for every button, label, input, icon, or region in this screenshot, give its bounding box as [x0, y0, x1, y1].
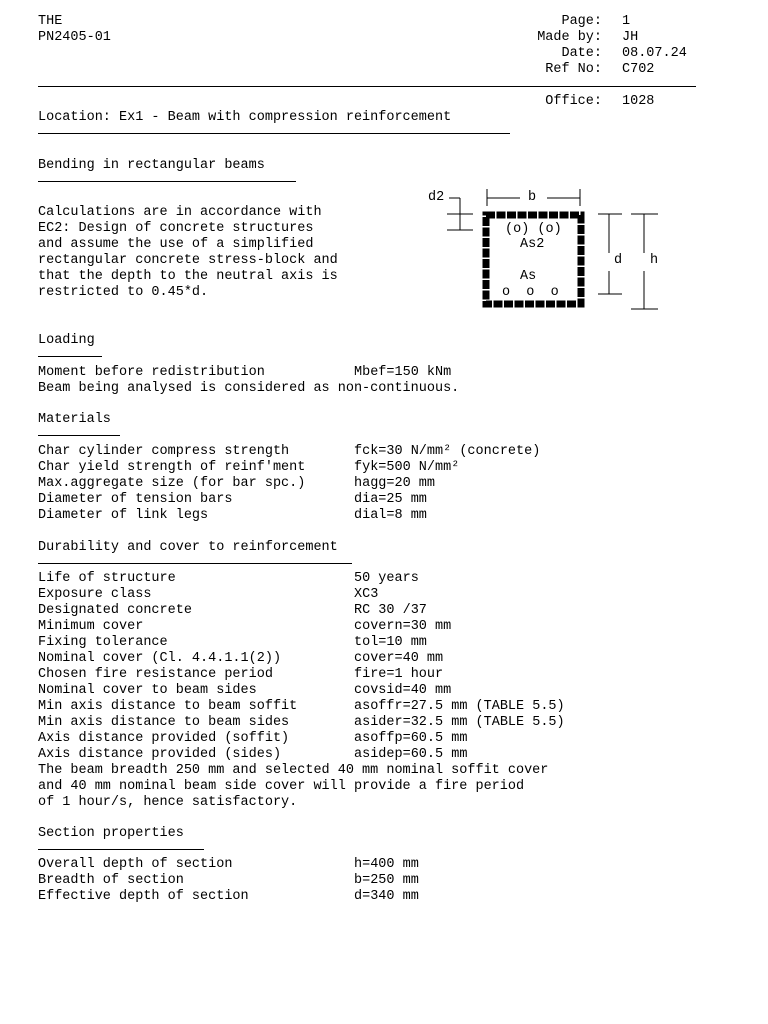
ref-label: Ref No: [545, 62, 602, 77]
durability-row-label: Chosen fire resistance period [38, 667, 273, 682]
section-underline [38, 849, 204, 850]
bending-text-line: Calculations are in accordance with [38, 205, 322, 220]
durability-row-value: asoffr=27.5 mm (TABLE 5.5) [354, 699, 565, 714]
durability-note-line: of 1 hour/s, hence satisfactory. [38, 795, 298, 810]
made-by-label: Made by: [537, 30, 602, 45]
section-title: Section properties [38, 826, 184, 841]
b-label: b [528, 190, 537, 205]
h-label: h [650, 253, 659, 268]
durability-row-value: tol=10 mm [354, 635, 427, 650]
durability-row-label: Axis distance provided (soffit) [38, 731, 290, 746]
bending-text-line: EC2: Design of concrete structures [38, 221, 314, 236]
loading-underline [38, 356, 102, 357]
materials-row-value: fck=30 N/mm² (concrete) [354, 444, 541, 459]
durability-row-value: XC3 [354, 587, 379, 602]
durability-row-label: Designated concrete [38, 603, 192, 618]
durability-underline [38, 563, 352, 564]
materials-title: Materials [38, 412, 111, 427]
durability-title: Durability and cover to reinforcement [38, 540, 338, 555]
bending-text-line: rectangular concrete stress-block and [38, 253, 338, 268]
durability-row-label: Axis distance provided (sides) [38, 747, 282, 762]
section-row-label: Breadth of section [38, 873, 184, 888]
durability-row-value: cover=40 mm [354, 651, 444, 666]
durability-note-line: and 40 mm nominal beam side cover will provide a fire period [38, 779, 525, 794]
d-label: d [614, 253, 623, 268]
materials-row-value: hagg=20 mm [354, 476, 436, 491]
bending-text-line: that the depth to the neutral axis is [38, 269, 338, 284]
section-row-value: b=250 mm [354, 873, 419, 888]
durability-row-label: Min axis distance to beam sides [38, 715, 290, 730]
durability-row-value: covsid=40 mm [354, 683, 452, 698]
durability-row-label: Exposure class [38, 587, 152, 602]
loading-row-value: Mbef=150 kNm [354, 365, 452, 380]
date-label: Date: [561, 46, 602, 61]
date-value: 08.07.24 [622, 46, 687, 61]
loading-note: Beam being analysed is considered as non-continuous. [38, 381, 460, 396]
loading-row-label: Moment before redistribution [38, 365, 265, 380]
section-row-label: Overall depth of section [38, 857, 233, 872]
durability-row-label: Life of structure [38, 571, 176, 586]
materials-underline [38, 435, 120, 436]
materials-row-label: Diameter of link legs [38, 508, 209, 523]
ref-value: C702 [622, 62, 655, 77]
durability-row-value: 50 years [354, 571, 419, 586]
materials-row-label: Max.aggregate size (for bar spc.) [38, 476, 306, 491]
durability-row-label: Min axis distance to beam soffit [38, 699, 298, 714]
bending-title: Bending in rectangular beams [38, 158, 265, 173]
made-by-value: JH [622, 30, 639, 45]
durability-row-label: Nominal cover to beam sides [38, 683, 257, 698]
materials-row-value: dial=8 mm [354, 508, 427, 523]
durability-row-value: asoffp=60.5 mm [354, 731, 468, 746]
durability-row-label: Nominal cover (Cl. 4.4.1.1(2)) [38, 651, 282, 666]
section-row-value: d=340 mm [354, 889, 419, 904]
materials-row-value: dia=25 mm [354, 492, 427, 507]
loading-title: Loading [38, 333, 95, 348]
durability-row-value: covern=30 mm [354, 619, 452, 634]
durability-note-line: The beam breadth 250 mm and selected 40 mm nominal soffit cover [38, 763, 549, 778]
durability-row-value: RC 30 /37 [354, 603, 427, 618]
section-row-value: h=400 mm [354, 857, 419, 872]
top-bars: (o) (o) [505, 222, 562, 237]
office-value: 1028 [622, 94, 655, 109]
company-name: THE [38, 14, 63, 29]
bending-text-line: and assume the use of a simplified [38, 237, 314, 252]
materials-row-label: Char cylinder compress strength [38, 444, 290, 459]
materials-row-label: Diameter of tension bars [38, 492, 233, 507]
materials-row-label: Char yield strength of reinf'ment [38, 460, 306, 475]
section-row-label: Effective depth of section [38, 889, 249, 904]
as-label: As [520, 269, 537, 284]
bottom-bars: o o o [502, 285, 559, 300]
durability-row-value: asider=32.5 mm (TABLE 5.5) [354, 715, 565, 730]
d2-label: d2 [428, 190, 445, 205]
durability-row-value: fire=1 hour [354, 667, 444, 682]
as2-label: As2 [520, 237, 545, 252]
job-number: PN2405-01 [38, 30, 111, 45]
office-label: Office: [545, 94, 602, 109]
materials-row-value: fyk=500 N/mm² [354, 460, 460, 475]
page-value: 1 [622, 14, 631, 29]
durability-row-label: Fixing tolerance [38, 635, 168, 650]
durability-row-label: Minimum cover [38, 619, 144, 634]
bending-text-line: restricted to 0.45*d. [38, 285, 209, 300]
page-label: Page: [561, 14, 602, 29]
durability-row-value: asidep=60.5 mm [354, 747, 468, 762]
location-line: Location: Ex1 - Beam with compression reinforcement [38, 110, 452, 125]
